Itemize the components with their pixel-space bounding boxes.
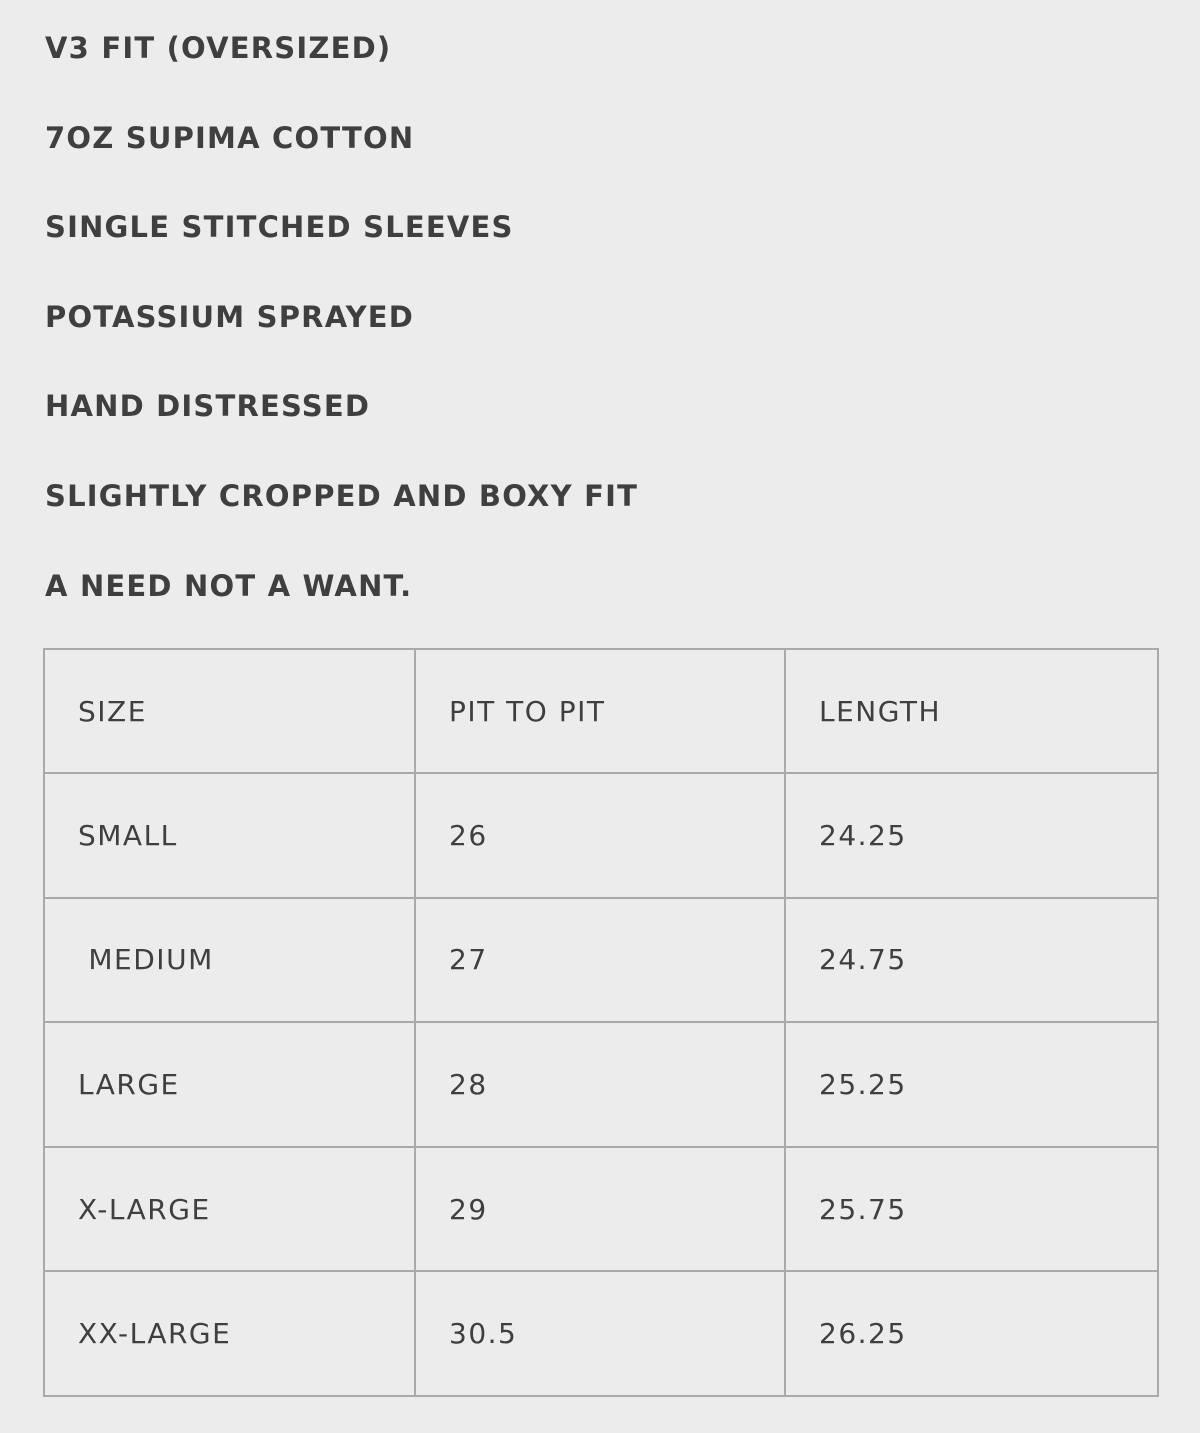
size-cell: LARGE: [44, 1022, 415, 1147]
feature-item: HAND DISTRESSED: [45, 389, 371, 424]
size-cell: MEDIUM: [44, 898, 415, 1023]
length-cell: 24.25: [785, 773, 1158, 898]
feature-item: SINGLE STITCHED SLEEVES: [45, 210, 514, 245]
pit-to-pit-cell: 27: [415, 898, 785, 1023]
length-cell: 24.75: [785, 898, 1158, 1023]
product-features-list: [45, 30, 638, 657]
length-cell: 25.25: [785, 1022, 1158, 1147]
column-header-size: SIZE: [44, 649, 415, 773]
feature-item: SLIGHTLY CROPPED AND BOXY FIT: [45, 478, 639, 513]
table-header-row: [44, 649, 1158, 773]
pit-to-pit-cell: 26: [415, 773, 785, 898]
feature-item: 7OZ SUPIMA COTTON: [45, 120, 415, 155]
feature-item: POTASSIUM SPRAYED: [45, 299, 415, 334]
table-row: [44, 898, 1158, 1023]
pit-to-pit-cell: 28: [415, 1022, 785, 1147]
length-cell: 25.75: [785, 1147, 1158, 1272]
table-row: [44, 773, 1158, 898]
length-cell: 26.25: [785, 1271, 1158, 1396]
column-header-pit-to-pit: PIT TO PIT: [415, 649, 785, 773]
table-row: [44, 1271, 1158, 1396]
column-header-length: LENGTH: [785, 649, 1158, 773]
table-row: [44, 1022, 1158, 1147]
size-chart-table: [43, 648, 1159, 1397]
pit-to-pit-cell: 30.5: [415, 1271, 785, 1396]
feature-item: A NEED NOT A WANT.: [45, 568, 413, 603]
table-row: [44, 1147, 1158, 1272]
size-cell: X-LARGE: [44, 1147, 415, 1272]
feature-item: V3 FIT (OVERSIZED): [45, 31, 392, 65]
size-cell: XX-LARGE: [44, 1271, 415, 1396]
size-cell: SMALL: [44, 773, 415, 898]
pit-to-pit-cell: 29: [415, 1147, 785, 1272]
